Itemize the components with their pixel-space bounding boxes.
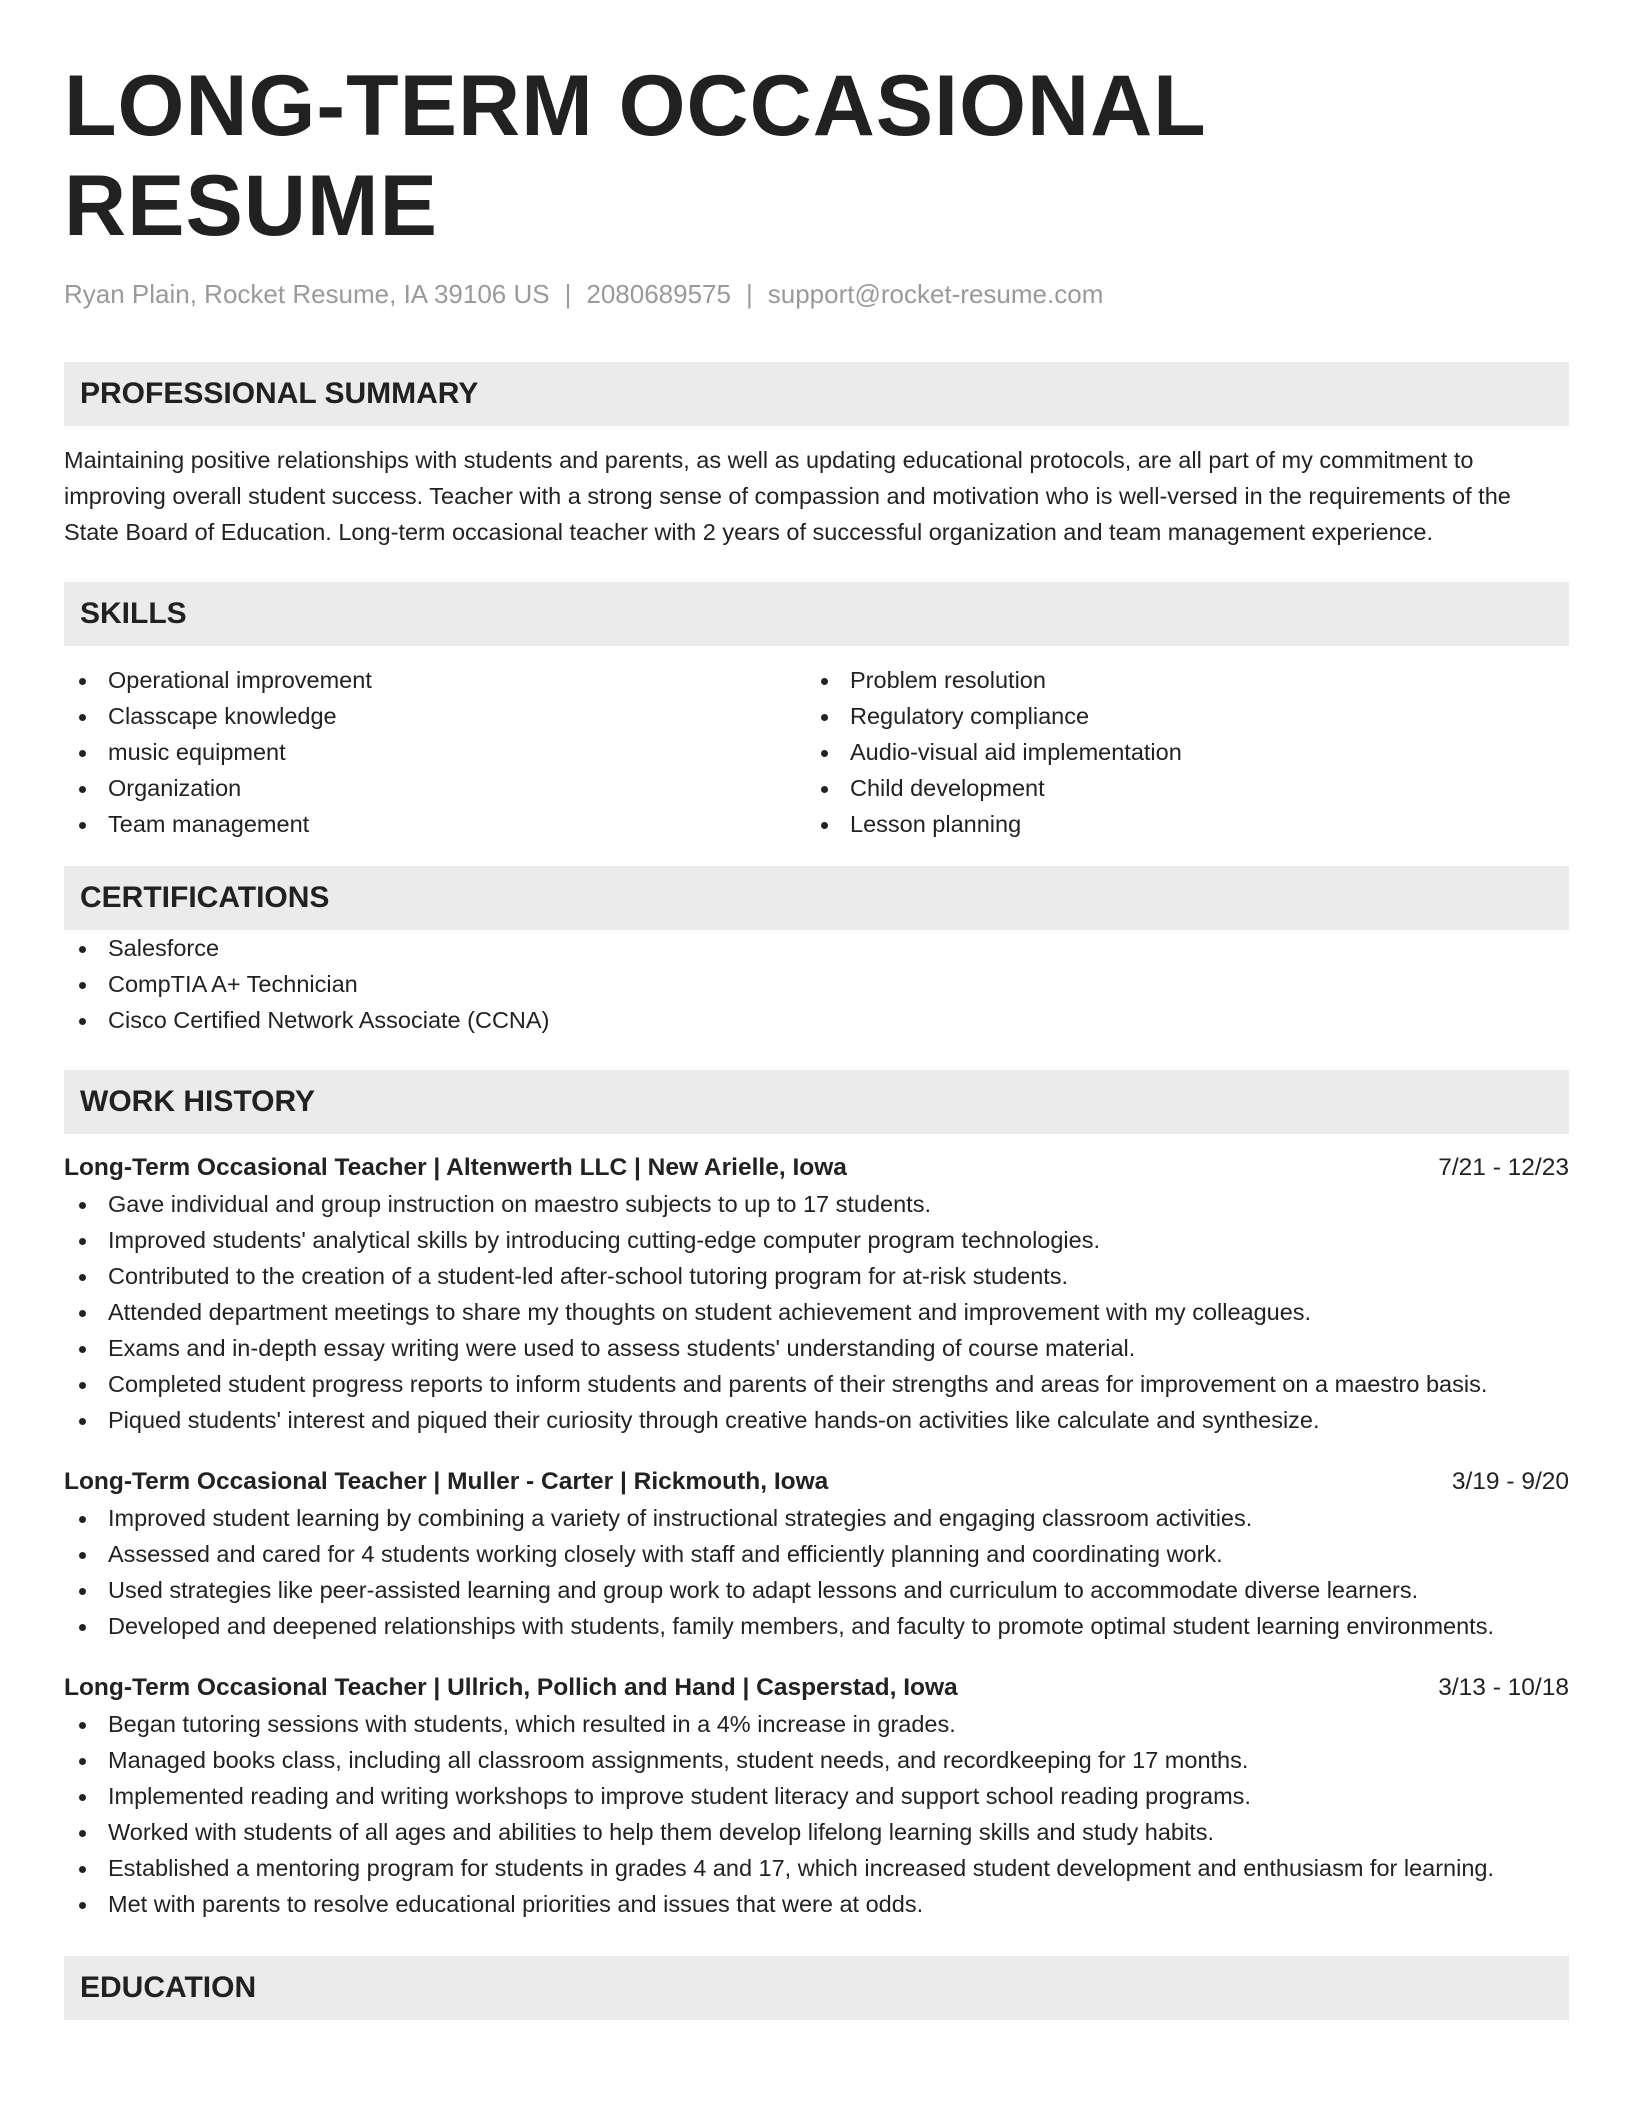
contact-separator: | [745,279,753,309]
skills-list-right [806,662,1548,842]
job-bullets [64,1500,1569,1644]
job-header [64,1150,1569,1186]
job-bullet: Gave individual and group instruction on maestro subjects to up to 17 students. [64,1186,1569,1222]
skill-item: Classcape knowledge [64,698,806,734]
job-bullets [64,1186,1569,1438]
resume-content [64,56,1569,2020]
skills-column-left [64,662,806,842]
job-dates: 3/13 - 10/18 [1438,1674,1569,1701]
skills-list-left [64,662,806,842]
job-entry [64,1150,1569,1438]
section-header-certifications: CERTIFICATIONS [64,866,1569,930]
job-bullet: Contributed to the creation of a student-led after-school tutoring program for at-risk students. [64,1258,1569,1294]
job-bullet: Completed student progress reports to inform students and parents of their strengths and areas for improvement on a maestro basis. [64,1366,1569,1402]
job-bullet: Piqued students' interest and piqued their curiosity through creative hands-on activities like calculate and synthesize. [64,1402,1569,1438]
contact-phone: 2080689575 [586,279,731,309]
skill-item: Operational improvement [64,662,806,698]
skill-item: Team management [64,806,806,842]
contact-email: support@rocket-resume.com [767,279,1104,309]
job-bullet: Established a mentoring program for students in grades 4 and 17, which increased student development and enthusiasm for learning. [64,1850,1569,1886]
job-dates: 3/19 - 9/20 [1451,1468,1569,1495]
certification-item: CompTIA A+ Technician [64,966,1569,1002]
job-bullet: Used strategies like peer-assisted learning and group work to adapt lessons and curriculum to accommodate diverse learners. [64,1572,1569,1608]
certifications-list [64,930,1569,1038]
job-header [64,1464,1569,1500]
contact-address: Ryan Plain, Rocket Resume, IA 39106 US [64,279,550,309]
job-bullets [64,1706,1569,1922]
section-header-skills: SKILLS [64,582,1569,646]
job-bullet: Developed and deepened relationships with students, family members, and faculty to promote optimal student learning environments. [64,1608,1569,1644]
contact-line [64,278,1569,310]
job-entry [64,1464,1569,1644]
job-bullet: Met with parents to resolve educational priorities and issues that were at odds. [64,1886,1569,1922]
certification-item: Cisco Certified Network Associate (CCNA) [64,1002,1569,1038]
skill-item: Regulatory compliance [806,698,1548,734]
skill-item: Problem resolution [806,662,1548,698]
job-bullet: Exams and in-depth essay writing were used to assess students' understanding of course material. [64,1330,1569,1366]
skills-column-right [806,662,1548,842]
job-bullet: Worked with students of all ages and abilities to help them develop lifelong learning skills and study habits. [64,1814,1569,1850]
job-bullet: Improved students' analytical skills by introducing cutting-edge computer program technologies. [64,1222,1569,1258]
skill-item: music equipment [64,734,806,770]
job-bullet: Managed books class, including all classroom assignments, student needs, and recordkeeping for 17 months. [64,1742,1569,1778]
job-header [64,1670,1569,1706]
job-entry [64,1670,1569,1922]
section-header-work-history: WORK HISTORY [64,1070,1569,1134]
job-title: Long-Term Occasional Teacher | Muller - Carter | Rickmouth, Iowa [64,1468,829,1495]
job-title: Long-Term Occasional Teacher | Altenwerth LLC | New Arielle, Iowa [64,1154,847,1181]
job-bullet: Implemented reading and writing workshops to improve student literacy and support school reading programs. [64,1778,1569,1814]
job-bullet: Assessed and cared for 4 students working closely with staff and efficiently planning and coordinating work. [64,1536,1569,1572]
skills-grid [64,662,1569,842]
section-header-summary: PROFESSIONAL SUMMARY [64,362,1569,426]
resume-title: LONG-TERM OCCASIONAL RESUME [64,58,1206,254]
job-bullet: Began tutoring sessions with students, which resulted in a 4% increase in grades. [64,1706,1569,1742]
skill-item: Lesson planning [806,806,1548,842]
skill-item: Organization [64,770,806,806]
job-title: Long-Term Occasional Teacher | Ullrich, Pollich and Hand | Casperstad, Iowa [64,1674,958,1701]
contact-separator: | [564,279,572,309]
certification-item: Salesforce [64,930,1569,966]
job-bullet: Improved student learning by combining a variety of instructional strategies and engaging classroom activities. [64,1500,1569,1536]
skill-item: Child development [806,770,1548,806]
job-dates: 7/21 - 12/23 [1438,1154,1569,1181]
summary-text: Maintaining positive relationships with students and parents, as well as updating educational protocols, are all part of my commitment to improving overall student success. Teacher with a strong sense of compassion and motivation who is well-versed in the requirements of the State Board of Education. Long-term occasional teacher with 2 years of successful organization and team management experience. [64,447,1511,545]
section-header-education: EDUCATION [64,1956,1569,2020]
job-bullet: Attended department meetings to share my thoughts on student achievement and improvement with my colleagues. [64,1294,1569,1330]
skill-item: Audio-visual aid implementation [806,734,1548,770]
